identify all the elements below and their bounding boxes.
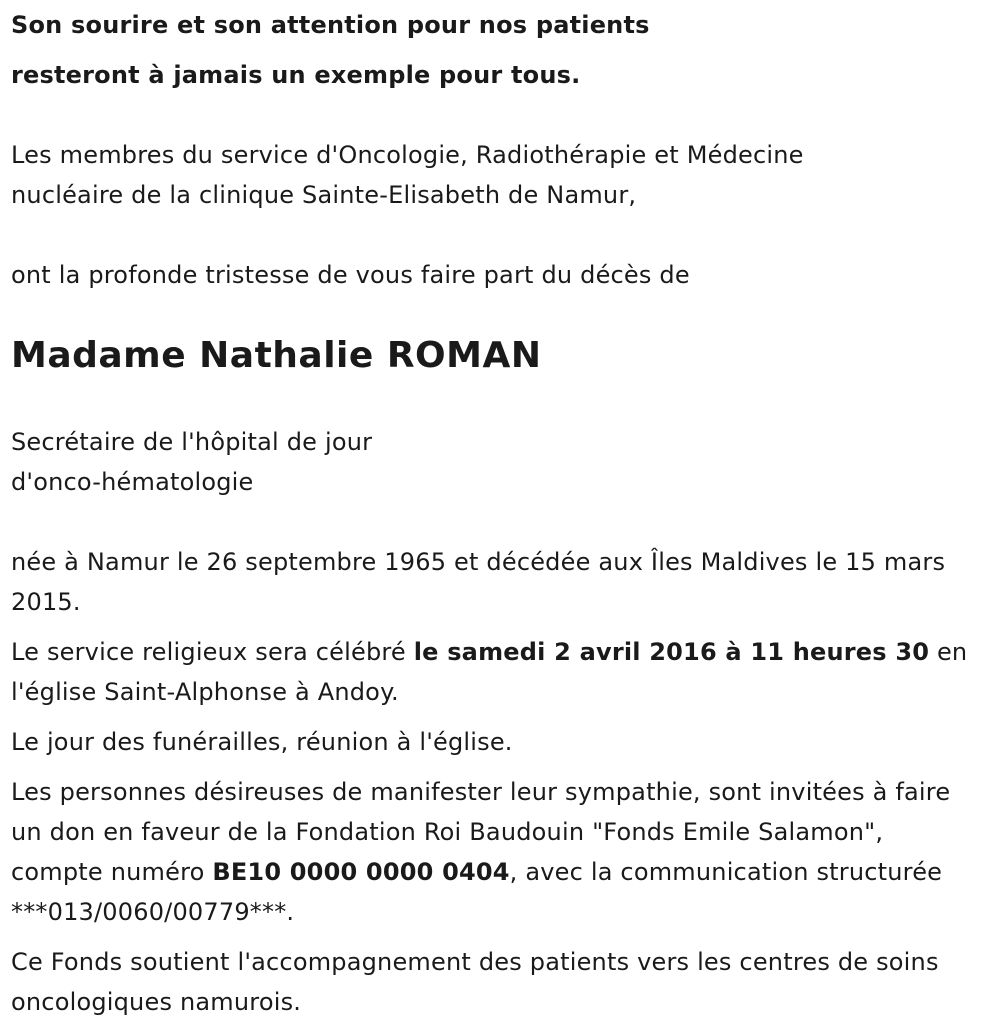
donation-account-number: BE10 0000 0000 0404 <box>212 858 510 886</box>
senders-block <box>11 135 970 215</box>
service-text <box>11 632 970 712</box>
donation-before: Les personnes désireuses de manifester leur sympathie, sont invitées à faire un don en faveur de la Fondation Roi Baudouin "Fonds Emile Salamon", compte numéro <box>11 778 951 886</box>
donation-text <box>11 772 970 932</box>
fund-support-text: Ce Fonds soutient l'accompagnement des patients vers les centres de soins oncologiques namurois. <box>11 948 939 1016</box>
deceased-name: Madame Nathalie ROMAN <box>11 335 542 376</box>
quote-block <box>11 0 970 100</box>
service-date-time: le samedi 2 avril 2016 à 11 heures 30 <box>413 638 930 666</box>
role-block <box>11 422 970 502</box>
role-line-2: d'onco-hématologie <box>11 468 254 496</box>
role-line-1: Secrétaire de l'hôpital de jour <box>11 428 373 456</box>
senders-line-2: nucléaire de la clinique Sainte-Elisabeth de Namur, <box>11 181 637 209</box>
service-before: Le service religieux sera célébré <box>11 638 414 666</box>
birth-death-text: née à Namur le 26 septembre 1965 et décédée aux Îles Maldives le 15 mars 2015. <box>11 548 946 616</box>
funeral-day-text: Le jour des funérailles, réunion à l'église. <box>11 728 513 756</box>
donation-after: , avec la communication structurée ***013/0060/00779***. <box>11 858 943 926</box>
announcement-text: ont la profonde tristesse de vous faire part du décès de <box>11 261 690 289</box>
senders-line-1: Les membres du service d'Oncologie, Radiothérapie et Médecine <box>11 141 804 169</box>
quote-line-1: Son sourire et son attention pour nos patients <box>11 11 650 39</box>
service-after: en l'église Saint-Alphonse à Andoy. <box>11 638 968 706</box>
quote-line-2: resteront à jamais un exemple pour tous. <box>11 61 581 89</box>
